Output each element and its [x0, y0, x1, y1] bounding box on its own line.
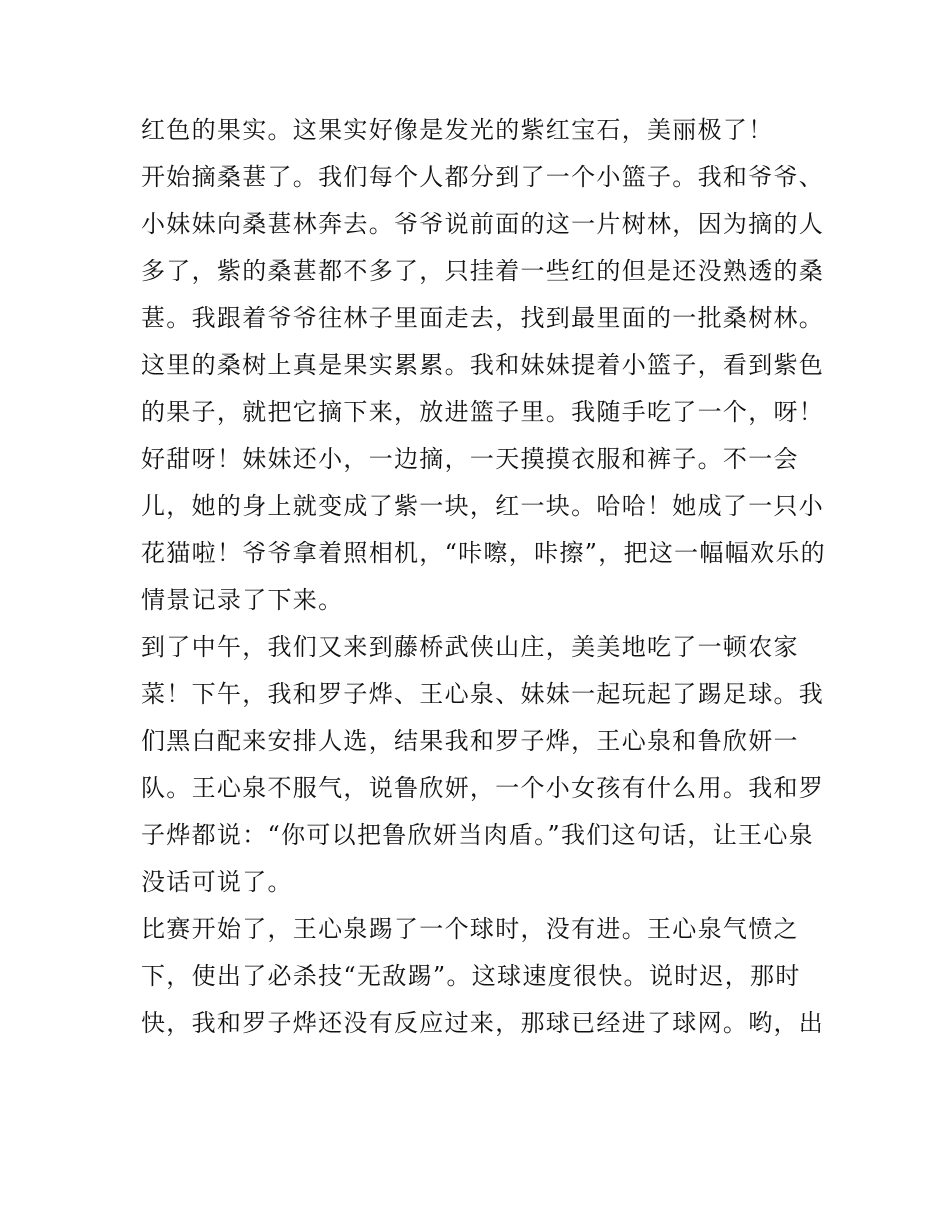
- text-line-2: 开始摘桑葚了。我们每个人都分到了一个小篮子。我和爷爷、: [141, 163, 825, 191]
- text-line-4: 多了，紫的桑葚都不多了，只挂着一些红的但是还没熟透的桑: [141, 257, 825, 285]
- text-line-20: 快，我和罗子烨还没有反应过来，那球已经进了球网。哟，出: [141, 1009, 825, 1037]
- text-line-14: 们黑白配来安排人选，结果我和罗子烨，王心泉和鲁欣妍一: [141, 727, 799, 755]
- text-line-7: 的果子，就把它摘下来，放进篮子里。我随手吃了一个，呀！: [141, 398, 825, 426]
- text-line-15: 队。王心泉不服气，说鲁欣妍，一个小女孩有什么用。我和罗: [141, 774, 825, 802]
- text-line-16: 子烨都说：“你可以把鲁欣妍当肉盾。”我们这句话，让王心泉: [141, 821, 814, 849]
- text-line-10: 花猫啦！爷爷拿着照相机，“咔嚓，咔擦”，把这一幅幅欢乐的: [141, 539, 826, 567]
- text-line-17: 没话可说了。: [141, 868, 293, 896]
- body-text: [141, 107, 831, 1047]
- text-line-3: 小妹妹向桑葚林奔去。爷爷说前面的这一片树林，因为摘的人: [141, 210, 825, 238]
- text-line-5: 葚。我跟着爷爷往林子里面走去，找到最里面的一批桑树林。: [141, 304, 825, 332]
- text-line-6: 这里的桑树上真是果实累累。我和妹妹提着小篮子，看到紫色: [141, 351, 825, 379]
- text-line-11: 情景记录了下来。: [141, 586, 344, 614]
- text-line-9: 儿，她的身上就变成了紫一块，红一块。哈哈！她成了一只小: [141, 492, 825, 520]
- text-line-12: 到了中午，我们又来到藤桥武侠山庄，美美地吃了一顿农家: [141, 633, 799, 661]
- text-line-18: 比赛开始了，王心泉踢了一个球时，没有进。王心泉气愤之: [141, 915, 799, 943]
- text-line-1: 红色的果实。这果实好像是发光的紫红宝石，美丽极了！: [141, 116, 774, 144]
- text-line-13: 菜！下午，我和罗子烨、王心泉、妹妹一起玩起了踢足球。我: [141, 680, 825, 708]
- text-line-19: 下，使出了必杀技“无敌踢”。这球速度很快。说时迟，那时: [141, 962, 801, 990]
- text-line-8: 好甜呀！妹妹还小，一边摘，一天摸摸衣服和裤子。不一会: [141, 445, 799, 473]
